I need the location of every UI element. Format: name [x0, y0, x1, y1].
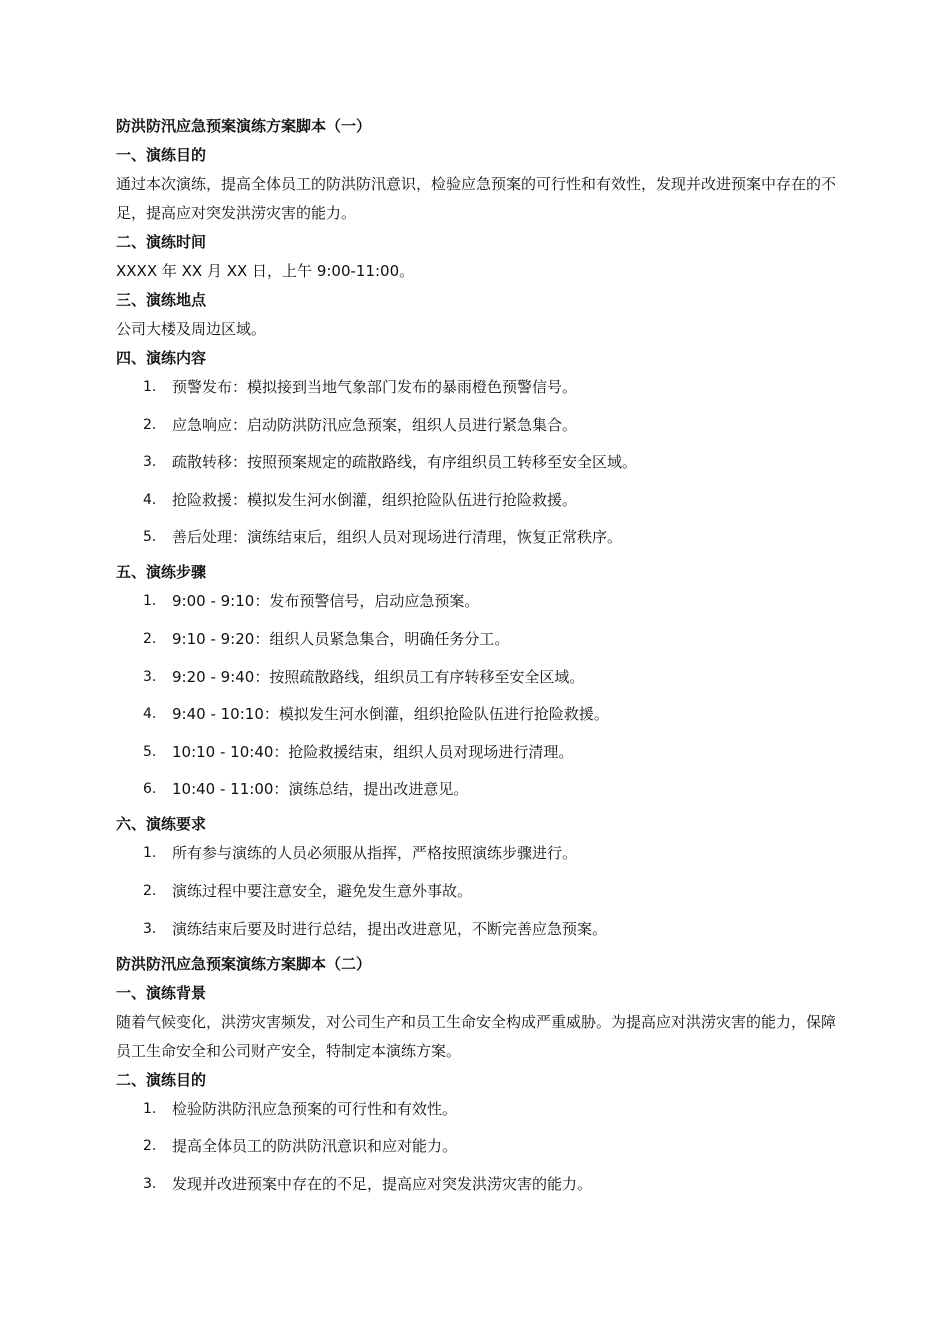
list-item [116, 1132, 836, 1161]
section-heading-purpose-2: 二、演练目的 [116, 1070, 207, 1089]
list-item [116, 1170, 836, 1199]
list-item-number: 6. [143, 781, 157, 798]
list-item [116, 587, 836, 616]
list-item-number: 5. [143, 529, 157, 546]
list-item-text: 9:00 - 9:10：发布预警信号，启动应急预案。 [172, 592, 480, 611]
list-item-number: 4. [143, 491, 157, 508]
list-item [116, 625, 836, 654]
list-item-number: 3. [143, 920, 157, 937]
list-item [116, 775, 836, 804]
list-item [116, 411, 836, 440]
list-item-text: 10:40 - 11:00：演练总结，提出改进意见。 [172, 780, 469, 799]
list-item-text: 9:40 - 10:10：模拟发生河水倒灌，组织抢险队伍进行抢险救援。 [172, 705, 609, 724]
list-item-text: 预警发布：模拟接到当地气象部门发布的暴雨橙色预警信号。 [172, 378, 578, 396]
section-text-purpose: 通过本次演练，提高全体员工的防洪防汛意识，检验应急预案的可行性和有效性，发现并改进预案中存在的不足，提高应对突发洪涝灾害的能力。 [116, 175, 837, 222]
list-item-text: 9:10 - 9:20：组织人员紧急集合，明确任务分工。 [172, 629, 510, 648]
list-item-number: 3. [143, 454, 157, 471]
list-item-number: 1. [143, 379, 157, 395]
section-heading-background: 一、演练背景 [116, 983, 207, 1002]
list-item-text: 提高全体员工的防洪防汛意识和应对能力。 [172, 1137, 458, 1156]
list-item-number: 1. [143, 593, 157, 610]
steps-list [116, 587, 836, 804]
list-item [116, 738, 836, 767]
list-item-text: 演练过程中要注意安全，避免发生意外事故。 [172, 881, 473, 900]
section-heading-time: 二、演练时间 [116, 233, 207, 251]
list-item [116, 448, 836, 477]
list-item-number: 1. [143, 845, 157, 862]
content-list [116, 373, 836, 552]
list-item [116, 915, 836, 944]
list-item-number: 5. [143, 743, 157, 760]
list-item-number: 2. [143, 882, 157, 899]
list-item [116, 839, 836, 868]
section-text-time: XXXX 年 XX 月 XX 日，上午 9:00-11:00。 [116, 262, 415, 280]
section-heading-content: 四、演练内容 [116, 349, 207, 367]
requirements-list [116, 839, 836, 943]
list-item [116, 663, 836, 692]
list-item [116, 877, 836, 906]
list-item [116, 523, 836, 552]
document-title-part2: 防洪防汛应急预案演练方案脚本（二） [116, 954, 372, 973]
list-item-text: 检验防洪防汛应急预案的可行性和有效性。 [172, 1099, 458, 1118]
list-item-text: 10:10 - 10:40：抢险救援结束，组织人员对现场进行清理。 [172, 742, 574, 761]
list-item-number: 3. [143, 1175, 157, 1192]
list-item-number: 1. [143, 1100, 157, 1117]
list-item [116, 700, 836, 729]
list-item-text: 发现并改进预案中存在的不足，提高应对突发洪涝灾害的能力。 [172, 1174, 593, 1193]
document-title-part1: 防洪防汛应急预案演练方案脚本（一） [116, 117, 372, 135]
list-item-text: 疏散转移：按照预案规定的疏散路线，有序组织员工转移至安全区域。 [172, 453, 638, 472]
list-item [116, 486, 836, 515]
list-item-text: 善后处理：演练结束后，组织人员对现场进行清理，恢复正常秩序。 [172, 528, 623, 547]
list-item-text: 演练结束后要及时进行总结，提出改进意见，不断完善应急预案。 [172, 919, 608, 938]
section-heading-steps: 五、演练步骤 [116, 563, 207, 582]
list-item [116, 373, 836, 402]
list-item-text: 所有参与演练的人员必须服从指挥，严格按照演练步骤进行。 [172, 844, 578, 863]
section-heading-requirements: 六、演练要求 [116, 815, 207, 834]
section-heading-purpose: 一、演练目的 [116, 146, 207, 164]
list-item-text: 抢险救援：模拟发生河水倒灌，组织抢险队伍进行抢险救援。 [172, 490, 578, 509]
list-item-number: 4. [143, 706, 157, 723]
section-text-background: 随着气候变化，洪涝灾害频发，对公司生产和员工生命安全构成严重威胁。为提高应对洪涝灾害的能力，保障员工生命安全和公司财产安全，特制定本演练方案。 [116, 1012, 837, 1060]
purpose-list [116, 1095, 836, 1199]
list-item [116, 1095, 836, 1124]
list-item-number: 2. [143, 416, 157, 433]
section-heading-location: 三、演练地点 [116, 291, 207, 309]
list-item-number: 2. [143, 630, 157, 647]
list-item-text: 应急响应：启动防洪防汛应急预案，组织人员进行紧急集合。 [172, 415, 578, 434]
section-text-location: 公司大楼及周边区域。 [116, 320, 267, 338]
list-item-number: 2. [143, 1138, 157, 1155]
document-body [116, 112, 836, 1205]
list-item-number: 3. [143, 668, 157, 685]
list-item-text: 9:20 - 9:40：按照疏散路线，组织员工有序转移至安全区域。 [172, 667, 585, 686]
